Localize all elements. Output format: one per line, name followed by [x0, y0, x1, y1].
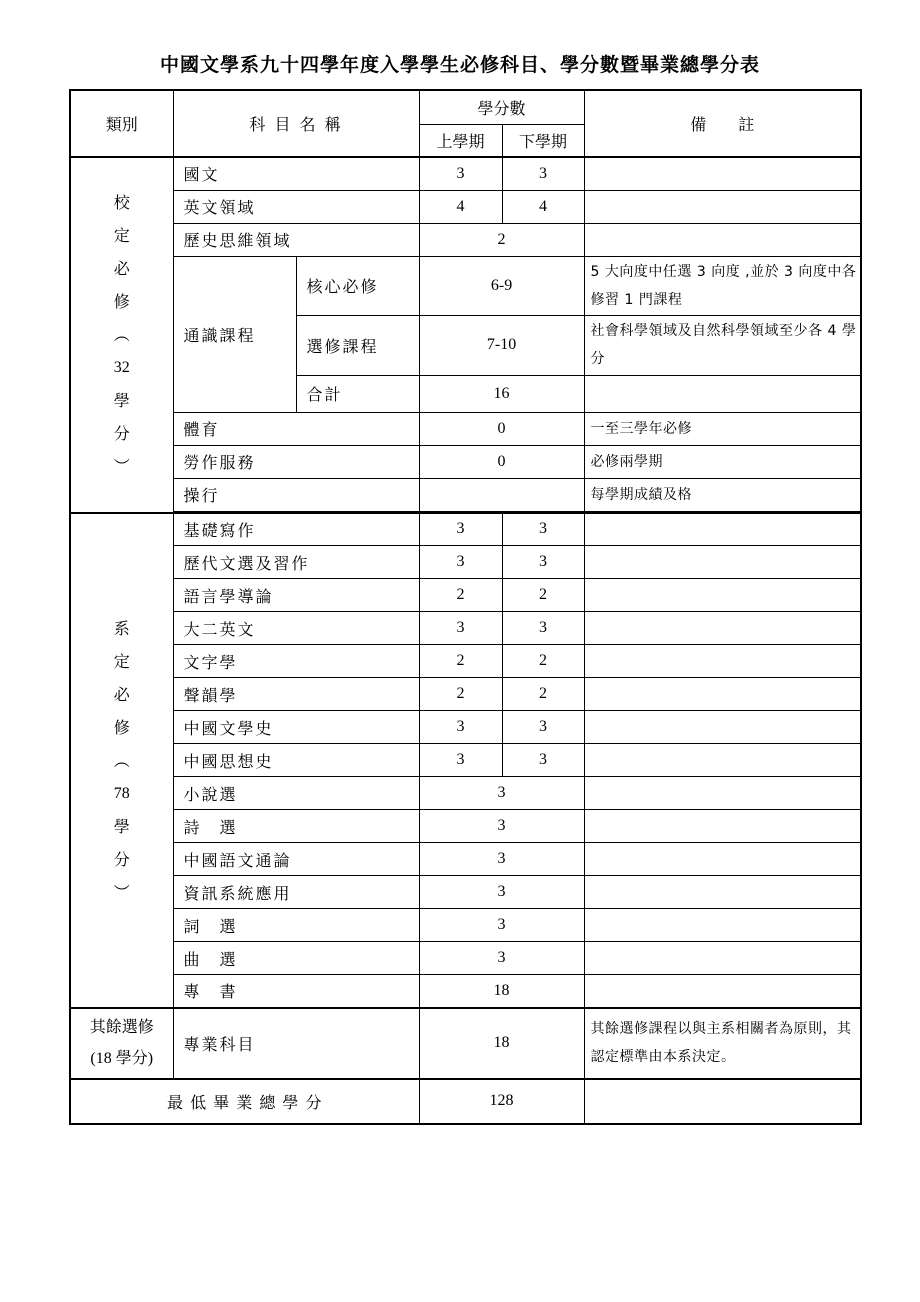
credit-total: 18 — [419, 975, 584, 1008]
credit-total: 6-9 — [419, 256, 584, 315]
course-name: 中國思想史 — [173, 744, 419, 777]
note-cell — [584, 612, 861, 645]
minimum-credits-label: 最 低 畢 業 總 學 分 — [70, 1079, 419, 1124]
credit-second: 4 — [502, 190, 584, 223]
credit-total — [419, 478, 584, 511]
header-course-name: 科 目 名 稱 — [173, 90, 419, 157]
course-name: 中國語文通論 — [173, 843, 419, 876]
course-name: 國文 — [173, 157, 419, 190]
credit-first: 2 — [419, 579, 502, 612]
course-name: 大二英文 — [173, 612, 419, 645]
credit-second: 2 — [502, 678, 584, 711]
note-cell — [584, 876, 861, 909]
subcourse-name: 核心必修 — [296, 256, 419, 315]
header-notes: 備 註 — [584, 90, 861, 157]
header-category: 類別 — [70, 90, 173, 157]
page-title: 中國文學系九十四學年度入學學生必修科目、學分數暨畢業總學分表 — [159, 54, 760, 76]
course-name: 詞 選 — [173, 909, 419, 942]
credit-second: 3 — [502, 711, 584, 744]
category-school-required: 校 定 必 修 ︵ 32 學 分 ︶ — [70, 157, 173, 513]
note-cell — [584, 1079, 861, 1124]
credit-first: 4 — [419, 190, 502, 223]
note-cell — [584, 513, 861, 546]
course-name: 中國文學史 — [173, 711, 419, 744]
credit-second: 3 — [502, 744, 584, 777]
header-first-semester: 上學期 — [419, 124, 502, 157]
course-name: 小說選 — [173, 777, 419, 810]
note-cell — [584, 744, 861, 777]
course-name: 資訊系統應用 — [173, 876, 419, 909]
course-name: 文字學 — [173, 645, 419, 678]
note-cell — [584, 190, 861, 223]
course-name: 勞作服務 — [173, 445, 419, 478]
note-cell: 5 大向度中任選 3 向度 ,並於 3 向度中各修習 1 門課程 — [584, 256, 861, 315]
header-credits: 學分數 — [419, 90, 584, 124]
credit-first: 2 — [419, 645, 502, 678]
credit-first: 3 — [419, 711, 502, 744]
course-name: 專業科目 — [173, 1008, 419, 1079]
note-cell — [584, 810, 861, 843]
credit-total: 2 — [419, 223, 584, 256]
note-cell — [584, 711, 861, 744]
credit-first: 3 — [419, 546, 502, 579]
credit-first: 3 — [419, 612, 502, 645]
credit-second: 2 — [502, 579, 584, 612]
credit-total: 16 — [419, 375, 584, 412]
course-name: 操行 — [173, 478, 419, 511]
note-cell — [584, 909, 861, 942]
minimum-credits-value: 128 — [419, 1079, 584, 1124]
credit-second: 3 — [502, 612, 584, 645]
subcourse-name: 選修課程 — [296, 315, 419, 375]
credits-table — [69, 89, 862, 1125]
credit-total: 0 — [419, 445, 584, 478]
note-cell — [584, 777, 861, 810]
course-name: 歷代文選及習作 — [173, 546, 419, 579]
note-cell — [584, 975, 861, 1008]
note-cell: 社會科學領域及自然科學領域至少各 4 學分 — [584, 315, 861, 375]
credit-second: 3 — [502, 513, 584, 546]
note-cell — [584, 942, 861, 975]
course-name: 詩 選 — [173, 810, 419, 843]
course-name: 體育 — [173, 412, 419, 445]
category-dept-required: 系 定 必 修 ︵ 78 學 分 ︶ — [70, 513, 173, 1008]
subcourse-name: 合計 — [296, 375, 419, 412]
note-cell — [584, 375, 861, 412]
note-cell — [584, 579, 861, 612]
note-cell — [584, 678, 861, 711]
credit-first: 2 — [419, 678, 502, 711]
credit-total: 18 — [419, 1008, 584, 1079]
credit-second: 2 — [502, 645, 584, 678]
course-name: 歷史思維領域 — [173, 223, 419, 256]
course-name: 聲韻學 — [173, 678, 419, 711]
credit-second: 3 — [502, 546, 584, 579]
course-name: 語言學導論 — [173, 579, 419, 612]
credit-total: 7-10 — [419, 315, 584, 375]
credit-total: 3 — [419, 777, 584, 810]
note-cell — [584, 223, 861, 256]
credit-first: 3 — [419, 513, 502, 546]
note-cell: 每學期成績及格 — [584, 478, 861, 511]
note-cell: 一至三學年必修 — [584, 412, 861, 445]
note-cell — [584, 157, 861, 190]
course-name: 基礎寫作 — [173, 513, 419, 546]
credit-total: 3 — [419, 909, 584, 942]
course-name: 曲 選 — [173, 942, 419, 975]
course-name: 專 書 — [173, 975, 419, 1008]
credit-second: 3 — [502, 157, 584, 190]
credit-total: 3 — [419, 810, 584, 843]
note-cell: 必修兩學期 — [584, 445, 861, 478]
credit-first: 3 — [419, 744, 502, 777]
course-name: 英文領域 — [173, 190, 419, 223]
credit-first: 3 — [419, 157, 502, 190]
note-cell — [584, 645, 861, 678]
header-second-semester: 下學期 — [502, 124, 584, 157]
credit-total: 0 — [419, 412, 584, 445]
note-cell: 其餘選修課程以與主系相關者為原則，其認定標準由本系決定。 — [584, 1008, 861, 1079]
course-name: 通識課程 — [173, 256, 296, 412]
credit-total: 3 — [419, 843, 584, 876]
note-cell — [584, 546, 861, 579]
category-other-electives: 其餘選修 (18 學分) — [70, 1008, 173, 1079]
credit-total: 3 — [419, 876, 584, 909]
credit-total: 3 — [419, 942, 584, 975]
note-cell — [584, 843, 861, 876]
